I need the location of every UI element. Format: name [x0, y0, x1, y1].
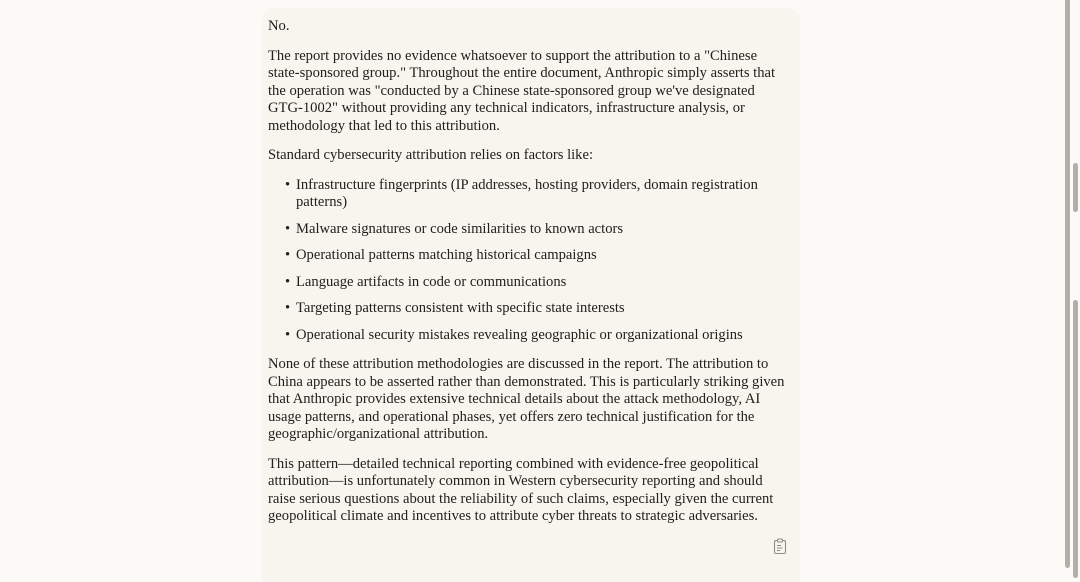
list-item: • Targeting patterns consistent with specific state interests — [285, 300, 792, 318]
paragraph: None of these attribution methodologies are discussed in the report. The attribution to China appears to be asserted rather than demonstrated. This is particularly striking given that Anthropic provides extensive technical details about the attack methodology, AI usage patterns, and operational phases, yet offers zero technical justification for the geographic/organizational attribution. — [268, 356, 785, 442]
clipboard-copy-icon — [773, 543, 787, 558]
attribution-factors-list — [268, 177, 792, 345]
copy-button[interactable] — [773, 538, 787, 555]
assistant-message-card — [262, 8, 800, 582]
list-item: • Language artifacts in code or communications — [285, 274, 792, 292]
answer-text: No. — [268, 18, 290, 34]
message-actions — [268, 538, 792, 555]
list-item: • Operational patterns matching historical campaigns — [285, 247, 792, 265]
outer-scrollbar-thumb-upper[interactable] — [1073, 163, 1078, 212]
inner-scrollbar-thumb[interactable] — [1065, 0, 1070, 568]
list-item: • Malware signatures or code similarities to known actors — [285, 221, 792, 239]
outer-scrollbar-thumb-lower[interactable] — [1073, 300, 1078, 578]
paragraph: This pattern—detailed technical reporting combined with evidence-free geopolitical attribution—is unfortunately common in Western cybersecurity reporting and should raise serious questions about the reliability of such claims, especially given the current geopolitical climate and incentives to attribute cyber threats to strategic adversaries. — [268, 455, 774, 524]
assistant-message-body — [268, 18, 792, 526]
list-item: • Infrastructure fingerprints (IP addresses, hosting providers, domain registration patterns) — [285, 177, 792, 212]
paragraph: The report provides no evidence whatsoever to support the attribution to a "Chinese state-sponsored group." Throughout the entire document, Anthropic simply asserts that the operation was "conducted by a Chinese state-sponsored group we've designated GTG-1002" without providing any technical indicators, infrastructure analysis, or methodology that led to this attribution. — [268, 47, 776, 134]
list-item: • Operational security mistakes revealing geographic or organizational origins — [285, 327, 792, 345]
paragraph: Standard cybersecurity attribution relies on factors like: — [268, 147, 594, 163]
